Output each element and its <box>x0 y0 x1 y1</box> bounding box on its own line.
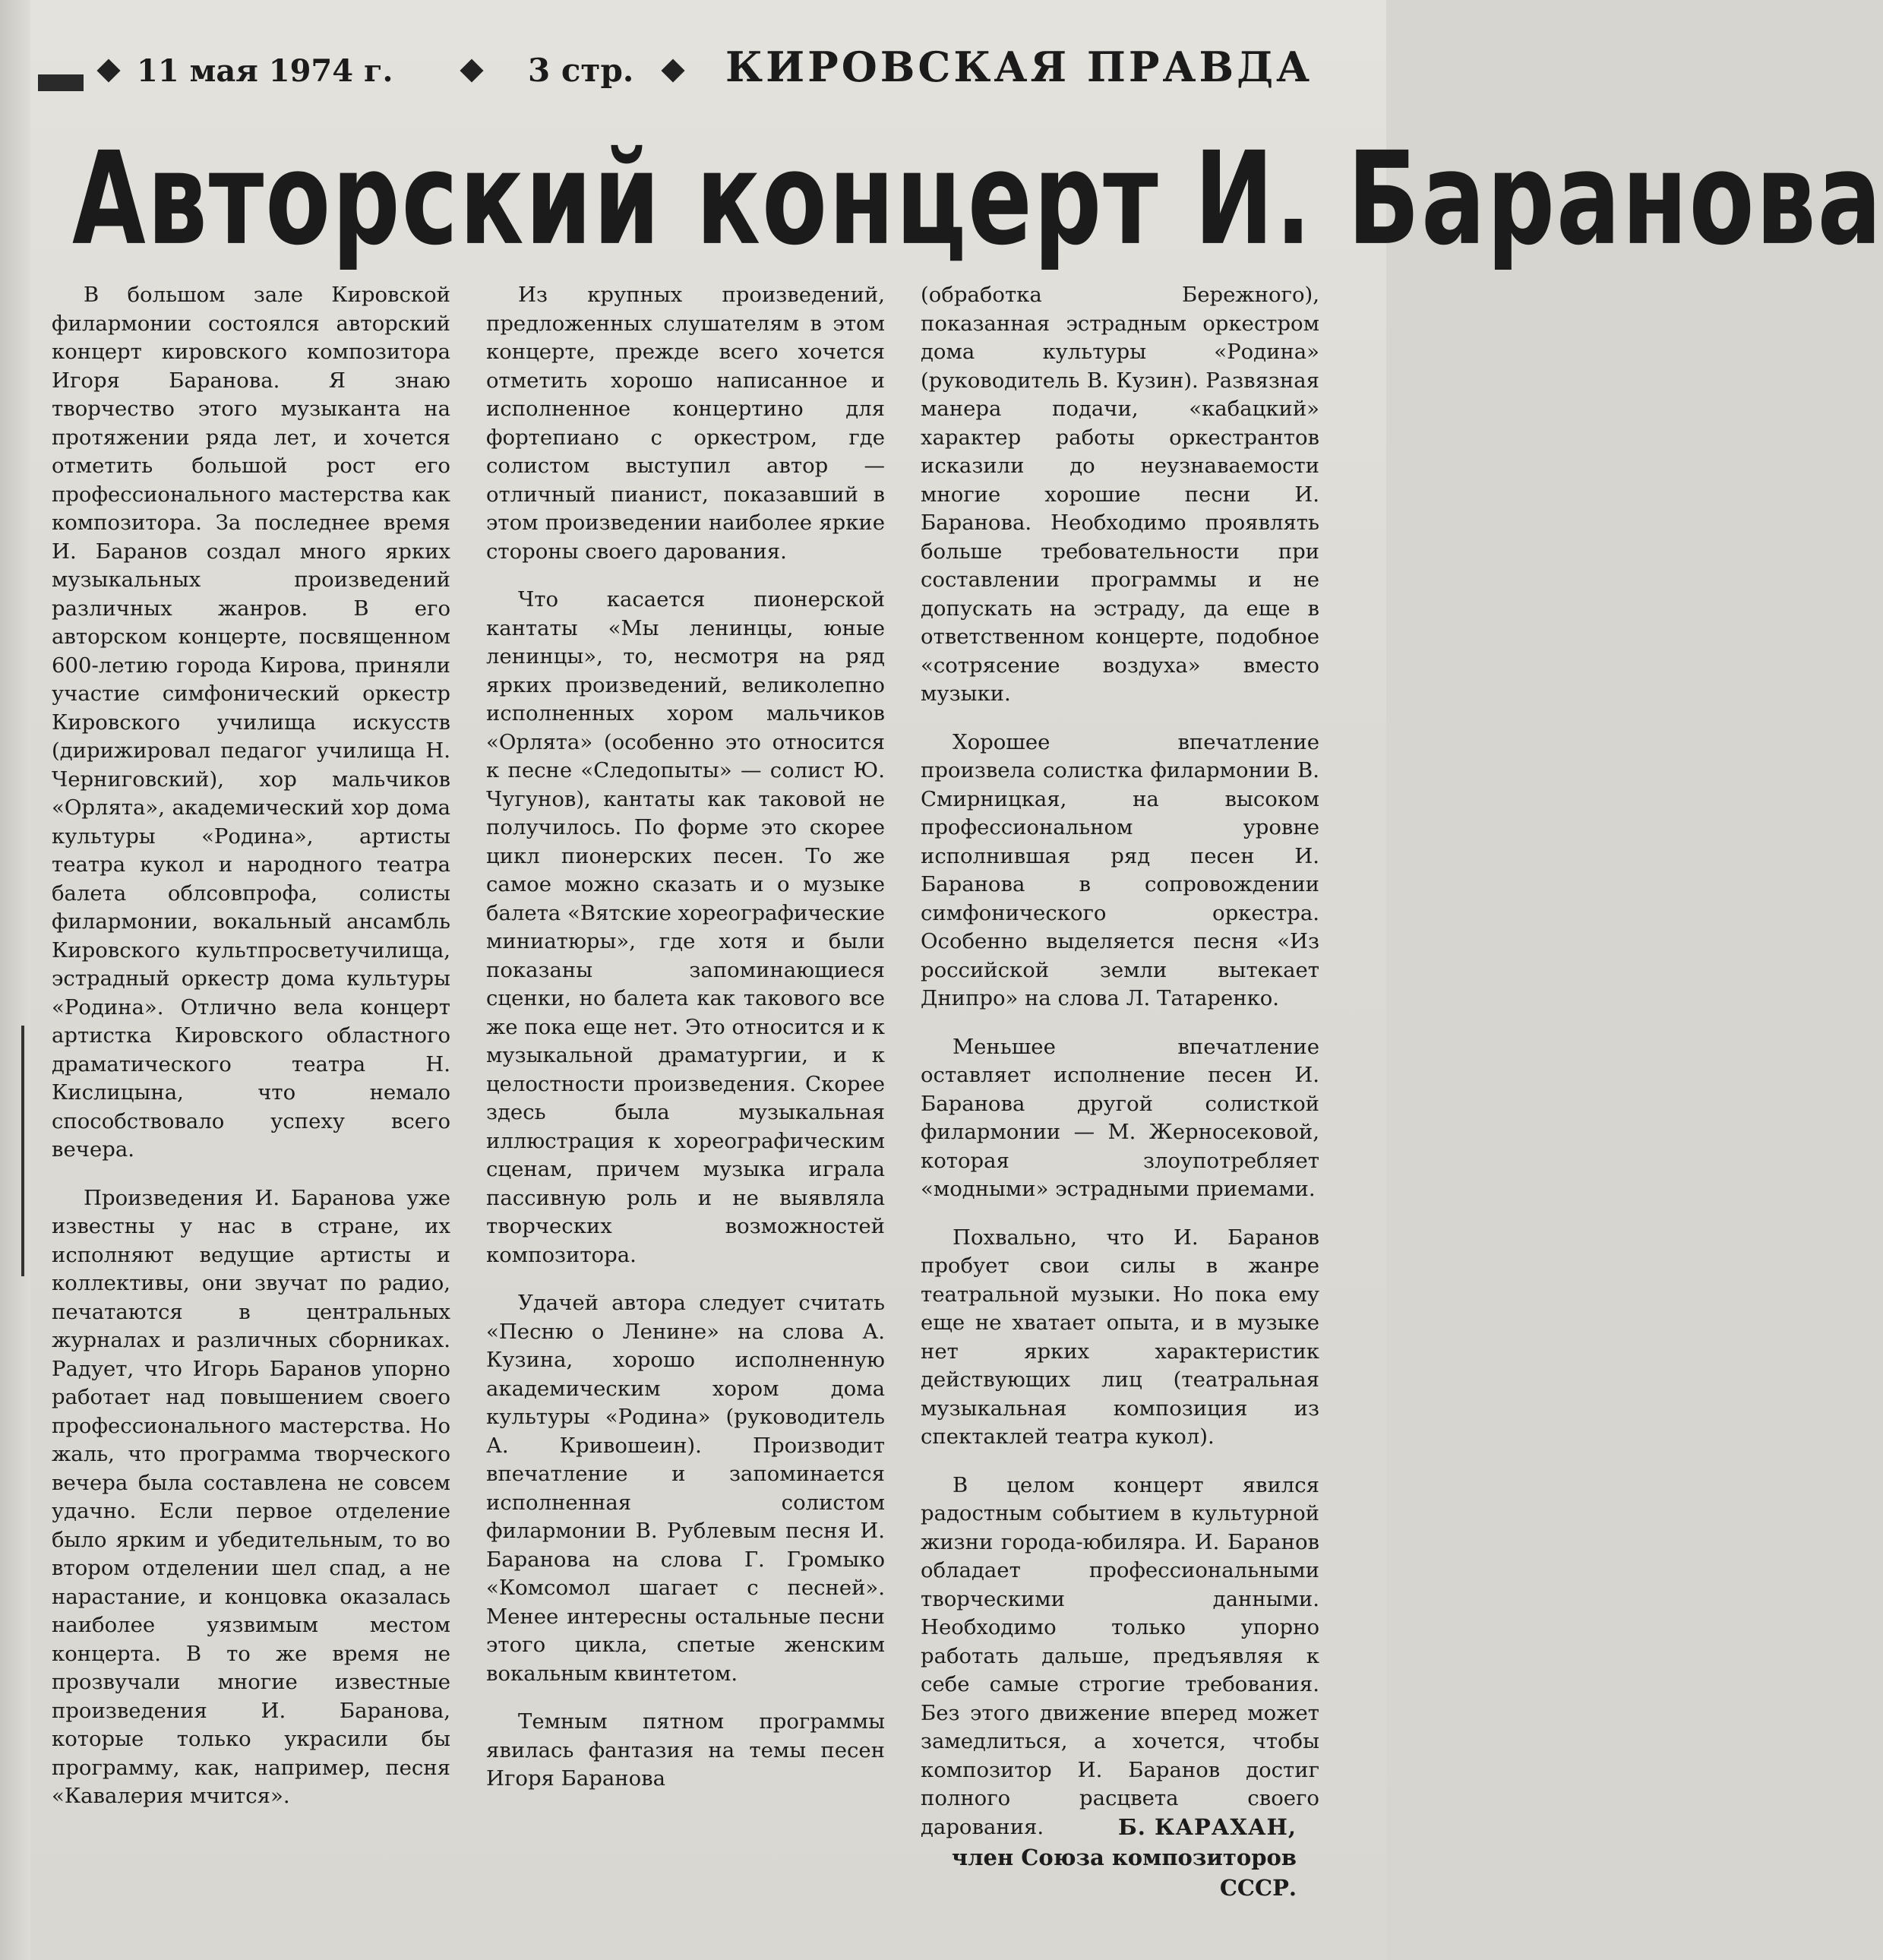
paragraph: Произведения И. Баранова уже известны у нас в стране, их исполняют ведущие артисты и коллективы, они звучат по радио, печатаются в центральных журналах и различных сборниках. Радует, что Игорь Баранов упорно работает над повышением своего профессионального мастерства. Но жаль, что программа творческого вечера была составлена не совсем удачно. Если первое отделение было ярким и убедительным, то во втором отделении шел спад, а не нарастание, и концовка оказалась наиболее уязвимым местом концерта. В то же время не прозвучали многие известные произведения И. Баранова, которые только украсили бы программу, как, например, песня «Кавалерия мчится». <box>52 1185 450 1808</box>
diamond-icon <box>96 58 120 82</box>
issue-date: 11 мая 1974 г. <box>137 53 393 89</box>
paragraph: Удачей автора следует считать «Песню о Ленине» на слова А. Кузина, хорошо исполненную академическим хором дома культуры «Родина» (руководитель А. Кривошеин). Производит впечатление и запоминается исполненная солистом филармонии В. Рублевым песня И. Баранова на слова Г. Громыко «Комсомол шагает с песней». Менее интересны остальные песни этого цикла, спетые женским вокальным квинтетом. <box>486 1291 885 1686</box>
paragraph: В целом концерт явился радостным событием в культурной жизни города-юбиляра. И. Баранов обладает профессиональными творческими данными. Необходимо только упорно работать дальше, предъявляя к себе самые строгие требования. Без этого движение вперед может замедлиться, а хочется, чтобы композитор И. Баранов достиг полного расцвета своего дарования. <box>921 1472 1319 1839</box>
paragraph: Что касается пионерской кантаты «Мы ленинцы, юные ленинцы», то, несмотря на ряд ярких произведений, великолепно исполненных хором мальчиков «Орлята» (особенно это относится к песне «Следопыты» — солист Ю. Чугунов), кантаты как таковой не получилось. По форме это скорее цикл пионерских песен. То же самое можно сказать и о музыке балета «Вятские хореографические миниатюры», где хотя и были показаны запоминающиеся сценки, но балета как такового все же пока еще нет. Это относится и к музыкальной драматургии, и к целостности произведения. Скорее здесь была музыкальная иллюстрация к хореографическим сценам, причем музыка играла пассивную роль и не выявляла творческих возможностей композитора. <box>486 587 885 1267</box>
paragraph: Похвально, что И. Баранов пробует свои силы в жанре театральной музыки. Но пока ему еще не хватает опыта, и в музыке нет ярких характеристик действующих лиц (театральная музыкальная композиция из спектаклей театра кукол). <box>921 1225 1319 1449</box>
paragraph: Меньшее впечатление оставляет исполнение песен И. Баранова другой солисткой филармонии — М. Жерносековой, которая злоупотребляет «модными» эстрадными приемами. <box>921 1034 1319 1201</box>
author-signature <box>921 1812 1297 1903</box>
article-column-2 <box>486 281 885 1813</box>
article-column-3 <box>921 281 1319 1861</box>
paragraph: Из крупных произведений, предложенных слушателям в этом концерте, прежде всего хочется отметить хорошо написанное и исполненное концертино для фортепиано с оркестром, где солистом выступил автор — отличный пианист, показавший в этом произведении наиболее яркие стороны своего дарования. <box>486 283 885 564</box>
paragraph: Темным пятном программы явилась фантазия на темы песен Игоря Баранова <box>486 1709 885 1791</box>
page-number: 3 стр. <box>528 52 634 89</box>
article-headline: Авторский концерт И. Баранова <box>72 125 1883 274</box>
author-title: член Союза композиторов СССР. <box>951 1845 1297 1901</box>
newspaper-name: КИРОВСКАЯ ПРАВДА <box>725 43 1313 91</box>
paragraph: (обработка Бережного), показанная эстрадным оркестром дома культуры «Родина» (руководитель В. Кузин). Развязная манера подачи, «кабацкий» характер работы оркестрантов исказили до неузнаваемости многие хорошие песни И. Баранова. Необходимо проявлять больше требовательности при составлении программы и не допускать на эстраду, да еще в ответственном концерте, подобное «сотрясение воздуха» вместо музыки. <box>921 283 1319 706</box>
paragraph: В большом зале Кировской филармонии состоялся авторский концерт кировского композитора Игоря Баранова. Я знаю творчество этого музыканта на протяжении ряда лет, и хочется отметить большой рост его профессионального мастерства как композитора. За последнее время И. Баранов создал много ярких музыкальных произведений различных жанров. В его авторском концерте, посвященном 600-летию города Кирова, приняли участие симфонический оркестр Кировского училища искусств (дирижировал педагог училища Н. Черниговский), хор мальчиков «Орлята», академический хор дома культуры «Родина», артисты театра кукол и народного театра балета облсовпрофа, солисты филармонии, вокальный ансамбль Кировского культпросветучилища, эстрадный оркестр дома культуры «Родина». Отлично вела концерт артистка Кировского областного драматического театра Н. Кислицына, что немало способствовало успеху всего вечера. <box>52 283 450 1162</box>
diamond-icon <box>460 58 483 82</box>
paper-edge <box>0 0 30 1960</box>
paragraph: Хорошее впечатление произвела солистка филармонии В. Смирницкая, на высоком профессиональном уровне исполнившая ряд песен И. Баранова в сопровождении симфонического оркестра. Особенно выделяется песня «Из российской земли вытекает Днипро» на слова Л. Татаренко. <box>921 729 1319 1010</box>
margin-mark <box>21 1026 24 1276</box>
article-column-1 <box>52 281 450 1831</box>
diamond-icon <box>661 58 684 82</box>
author-name: Б. КАРАХАН, <box>1117 1814 1297 1840</box>
